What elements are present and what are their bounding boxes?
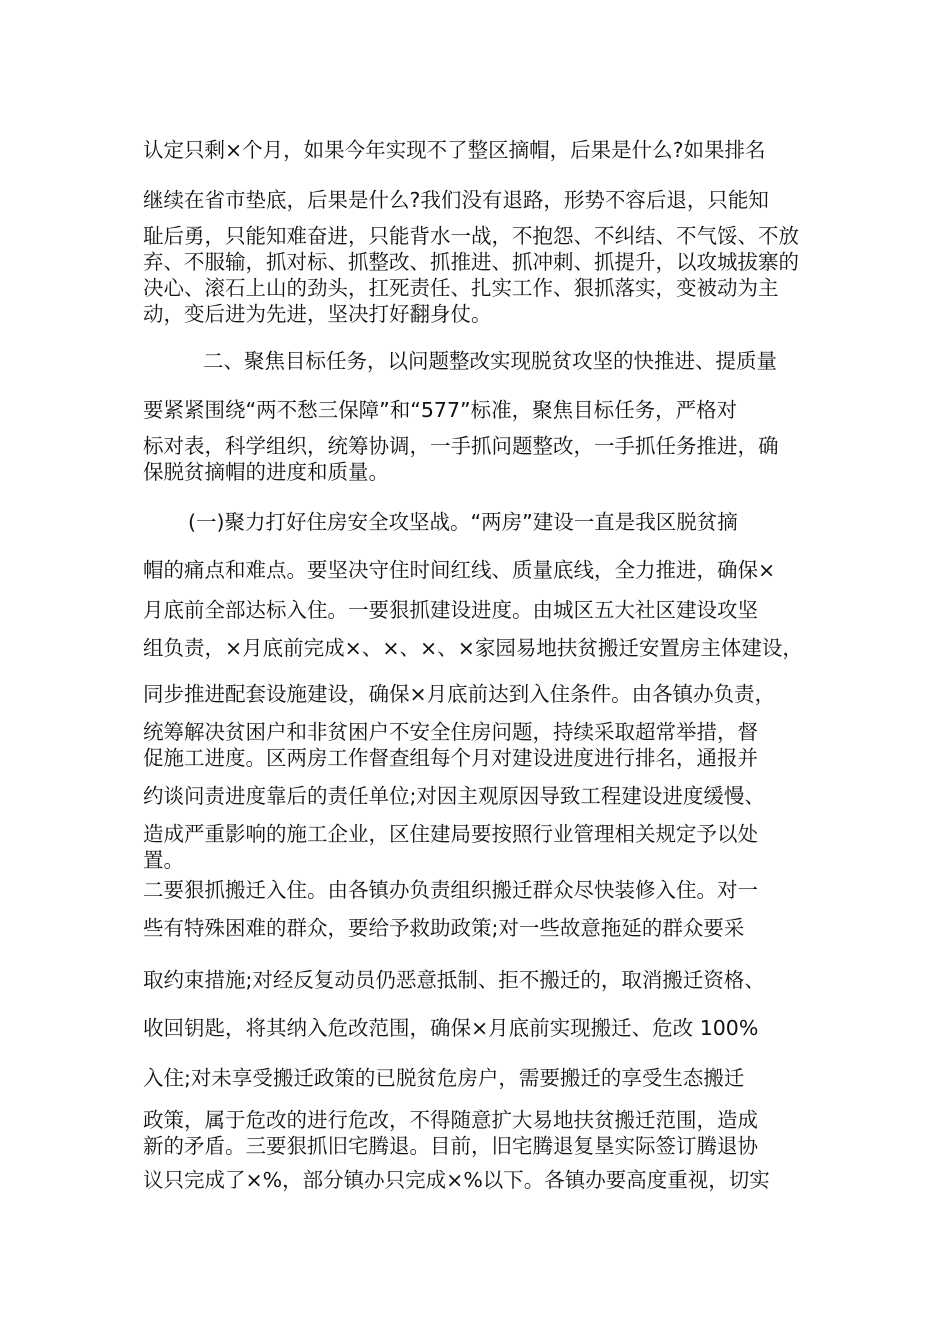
text-line: 帽的痛点和难点。要坚决守住时间红线、质量底线，全力推进，确保× xyxy=(143,558,776,582)
text-line: 促施工进度。区两房工作督查组每个月对建设进度进行排名，通报并 xyxy=(143,746,758,770)
text-line: 组负责，×月底前完成×、×、×、×家园易地扶贫搬迁安置房主体建设， xyxy=(143,636,803,660)
text-line: 同步推进配套设施建设，确保×月底前达到入住条件。由各镇办负责， xyxy=(143,682,776,706)
section-heading: 二、聚焦目标任务，以问题整改实现脱贫攻坚的快推进、提质量 xyxy=(203,349,777,373)
text-line: 收回钥匙，将其纳入危改范围，确保×月底前实现搬迁、危改 100% xyxy=(143,1016,759,1040)
text-line: 入住;对未享受搬迁政策的已脱贫危房户，需要搬迁的享受生态搬迁 xyxy=(143,1066,745,1090)
text-line: 耻后勇，只能知难奋进，只能背水一战，不抱怨、不纠结、不气馁、不放 xyxy=(143,224,799,248)
text-line: 统筹解决贫困户和非贫困户不安全住房问题，持续采取超常举措，督 xyxy=(143,720,758,744)
text-line: 保脱贫摘帽的进度和质量。 xyxy=(143,460,389,484)
text-line: 二要狠抓搬迁入住。由各镇办负责组织搬迁群众尽快装修入住。对一 xyxy=(143,878,758,902)
text-line: 些有特殊困难的群众，要给予救助政策;对一些故意拖延的群众要采 xyxy=(143,916,745,940)
text-line: 标对表，科学组织，统筹协调，一手抓问题整改，一手抓任务推进，确 xyxy=(143,434,779,458)
text-line: 月底前全部达标入住。一要狠抓建设进度。由城区五大社区建设攻坚 xyxy=(143,598,758,622)
text-line: 取约束措施;对经反复动员仍恶意抵制、拒不搬迁的，取消搬迁资格、 xyxy=(143,968,765,992)
text-line: (一)聚力打好住房安全攻坚战。“两房”建设一直是我区脱贫摘 xyxy=(188,510,738,534)
text-line: 议只完成了×%，部分镇办只完成×%以下。各镇办要高度重视，切实 xyxy=(143,1168,770,1192)
text-line: 要紧紧围绕“两不愁三保障”和“577”标准，聚焦目标任务，严格对 xyxy=(143,398,738,422)
text-line: 新的矛盾。三要狠抓旧宅腾退。目前，旧宅腾退复垦实际签订腾退协 xyxy=(143,1134,758,1158)
text-line: 认定只剩×个月，如果今年实现不了整区摘帽，后果是什么?如果排名 xyxy=(143,138,766,162)
text-line: 政策，属于危改的进行危改，不得随意扩大易地扶贫搬迁范围，造成 xyxy=(143,1108,758,1132)
text-line: 弃、不服输，抓对标、抓整改、抓推进、抓冲刺、抓提升，以攻城拔寨的 xyxy=(143,250,799,274)
text-line: 决心、滚石上山的劲头，扛死责任、扎实工作、狠抓落实，变被动为主 xyxy=(143,276,779,300)
text-line: 动，变后进为先进，坚决打好翻身仗。 xyxy=(143,302,492,326)
text-line: 继续在省市垫底，后果是什么?我们没有退路，形势不容后退，只能知 xyxy=(143,188,769,212)
text-line: 造成严重影响的施工企业，区住建局要按照行业管理相关规定予以处 xyxy=(143,822,758,846)
text-line: 置。 xyxy=(143,848,184,872)
text-line: 约谈问责进度靠后的责任单位;对因主观原因导致工程建设进度缓慢、 xyxy=(143,784,765,808)
